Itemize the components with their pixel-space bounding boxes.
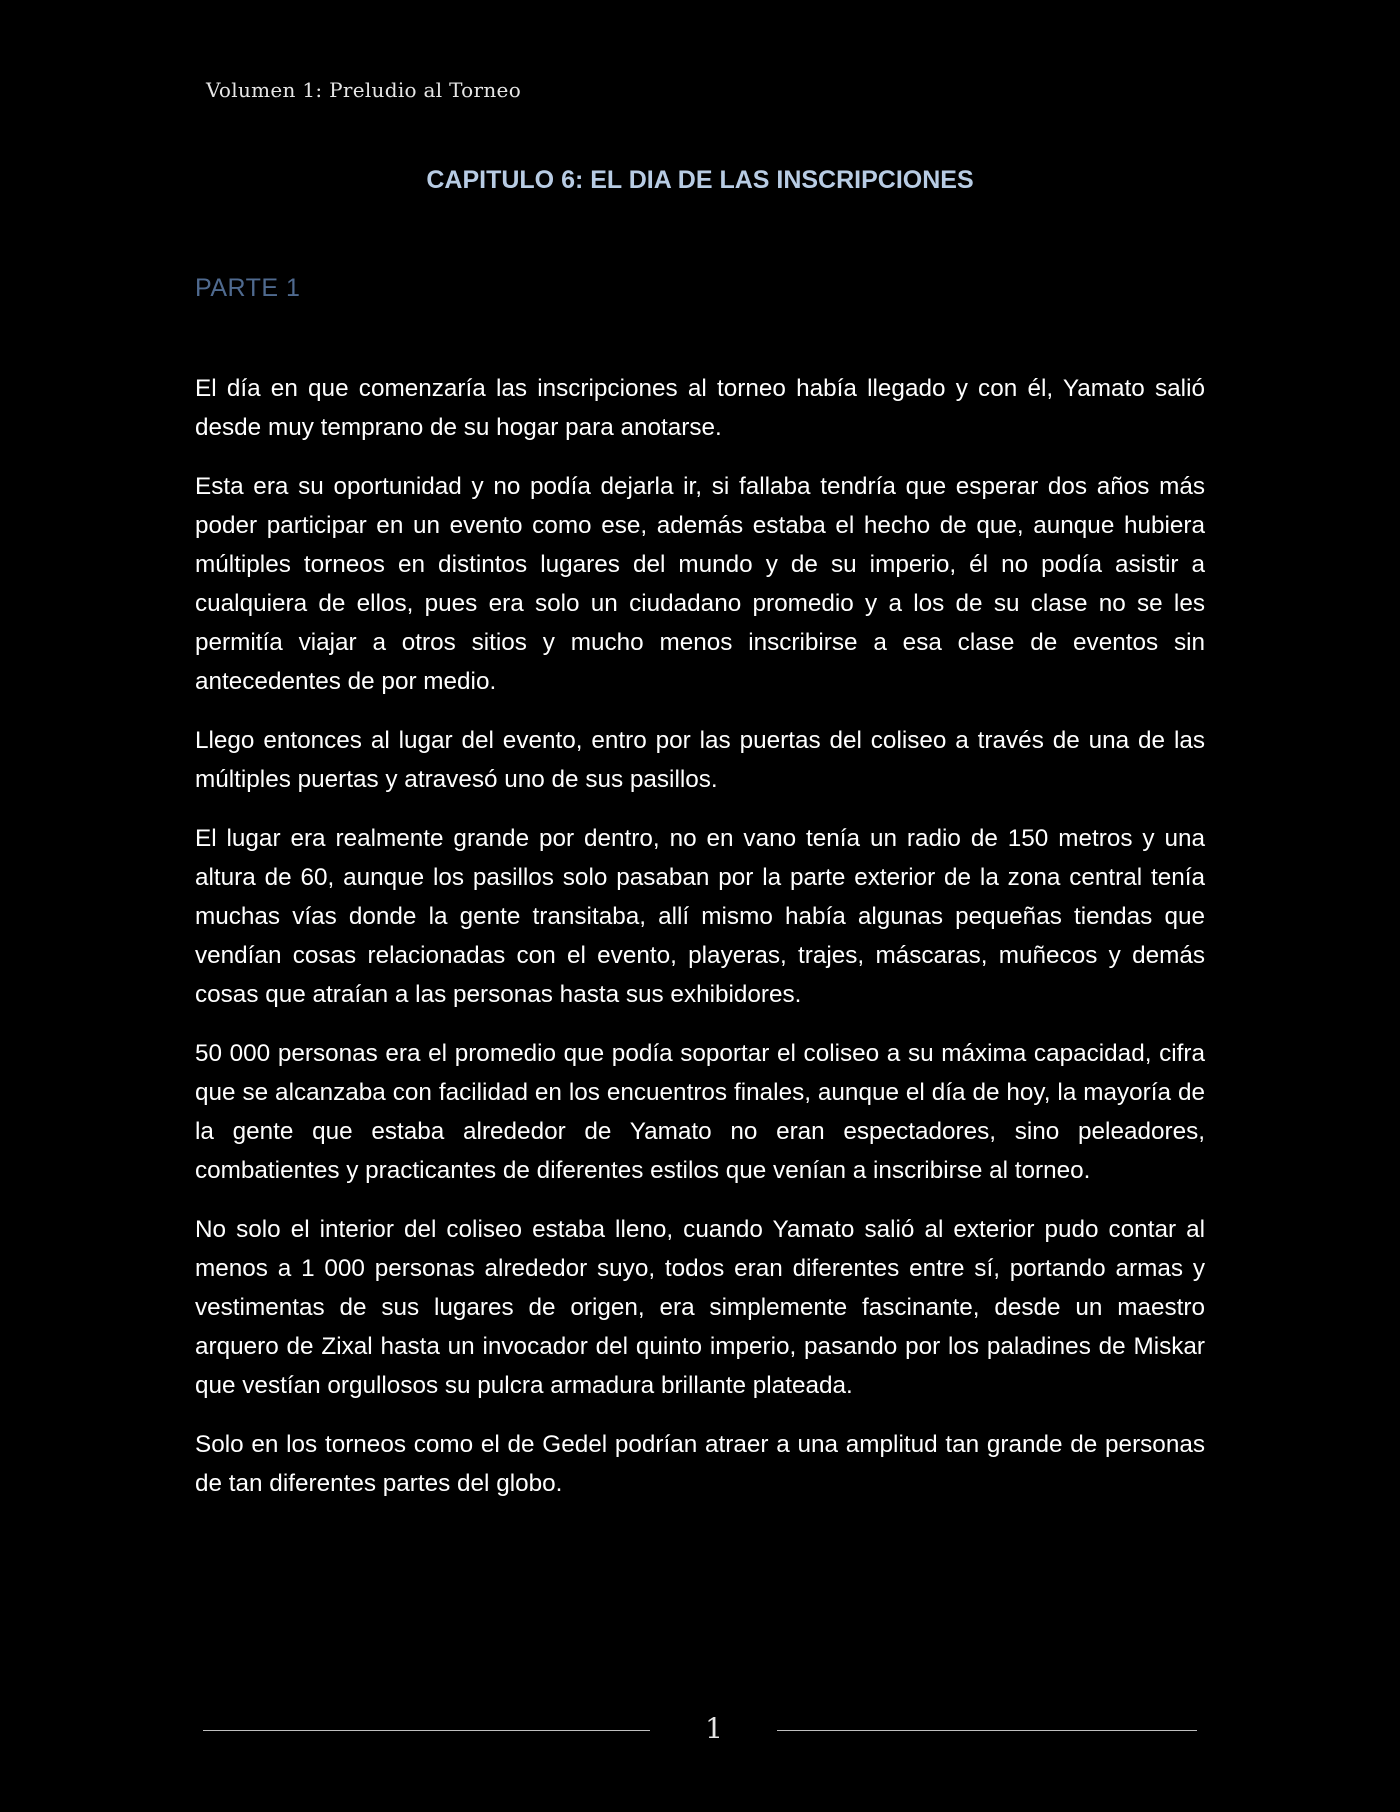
page-footer xyxy=(0,1710,1400,1750)
paragraph: Esta era su oportunidad y no podía dejarla ir, si fallaba tendría que esperar dos años más poder participar en un evento como ese, además estaba el hecho de que, aunque hubiera múltiples torneos en distintos lugares del mundo y de su imperio, él no podía asistir a cualquiera de ellos, pues era solo un ciudadano promedio y a los de su clase no se les permitía viajar a otros sitios y mucho menos inscribirse a esa clase de eventos sin antecedentes de por medio. xyxy=(195,473,1205,695)
paragraph: Llego entonces al lugar del evento, entro por las puertas del coliseo a través de una de las múltiples puertas y atravesó uno de sus pasillos. xyxy=(195,727,1205,793)
paragraph: Solo en los torneos como el de Gedel podrían atraer a una amplitud tan grande de personas de tan diferentes partes del globo. xyxy=(195,1431,1205,1497)
footer-rule-right xyxy=(777,1730,1197,1731)
paragraph: No solo el interior del coliseo estaba lleno, cuando Yamato salió al exterior pudo contar al menos a 1 000 personas alrededor suyo, todos eran diferentes entre sí, portando armas y vestimentas de sus lugares de origen, era simplemente fascinante, desde un maestro arquero de Zixal hasta un invocador del quinto imperio, pasando por los paladines de Miskar que vestían orgullosos su pulcra armadura brillante plateada. xyxy=(195,1216,1205,1399)
chapter-title: CAPITULO 6: EL DIA DE LAS INSCRIPCIONES xyxy=(426,166,974,194)
part-heading: PARTE 1 xyxy=(195,274,301,302)
paragraph: El día en que comenzaría las inscripciones al torneo había llegado y con él, Yamato salió desde muy temprano de su hogar para anotarse. xyxy=(195,375,1205,441)
footer-rule-left xyxy=(203,1730,650,1731)
chapter-body xyxy=(195,369,1205,1523)
running-header: Volumen 1: Preludio al Torneo xyxy=(206,78,522,102)
paragraph: 50 000 personas era el promedio que podía soportar el coliseo a su máxima capacidad, cifra que se alcanzaba con facilidad en los encuentros finales, aunque el día de hoy, la mayoría de la gente que estaba alrededor de Yamato no eran espectadores, sino peleadores, combatientes y practicantes de diferentes estilos que venían a inscribirse al torneo. xyxy=(195,1040,1205,1184)
page-number: 1 xyxy=(705,1712,723,1745)
paragraph: El lugar era realmente grande por dentro, no en vano tenía un radio de 150 metros y una altura de 60, aunque los pasillos solo pasaban por la parte exterior de la zona central tenía muchas vías donde la gente transitaba, allí mismo había algunas pequeñas tiendas que vendían cosas relacionadas con el evento, playeras, trajes, máscaras, muñecos y demás cosas que atraían a las personas hasta sus exhibidores. xyxy=(195,825,1205,1008)
